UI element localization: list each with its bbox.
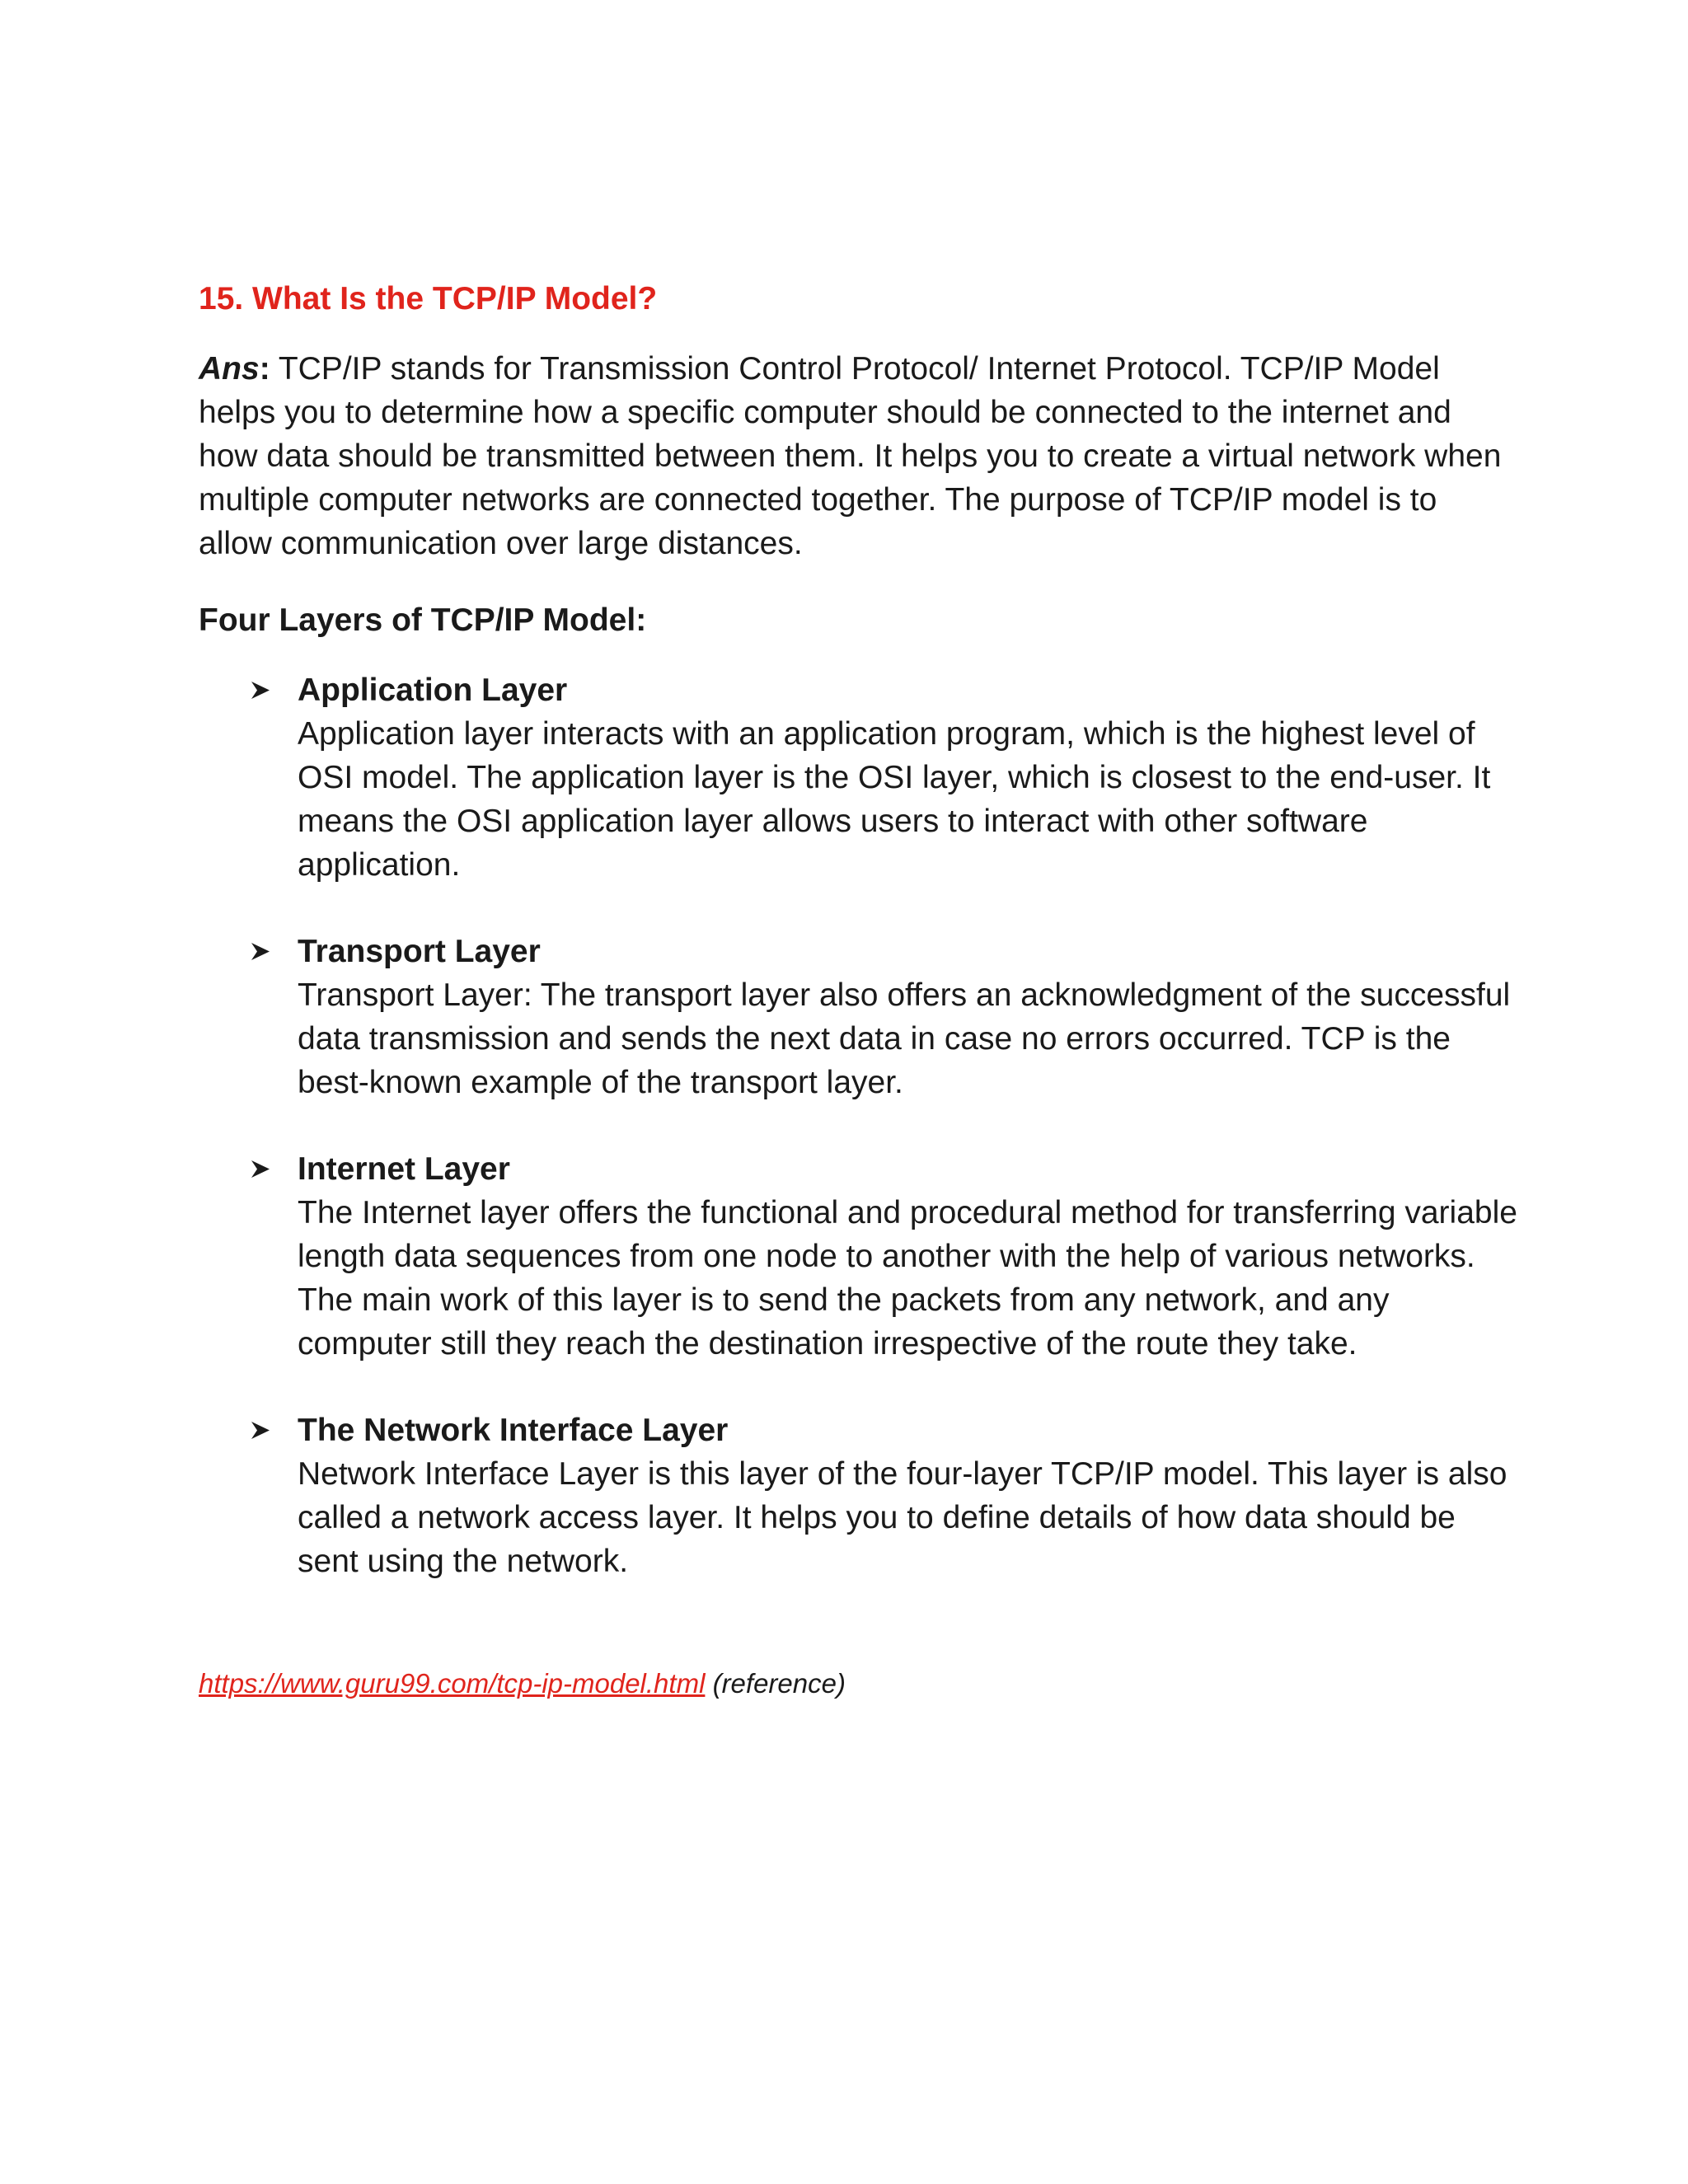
layer-description: The Internet layer offers the functional and procedural method for transferring variable length data sequences from one node to another with the help of various networks. The main work of this layer is to send the packets from any network, and any computer still they reach the destination irrespective of the route they take.: [298, 1195, 1517, 1361]
layer-description: Network Interface Layer is this layer of the four-layer TCP/IP model. This layer is also called a network access layer. It helps you to define details of how data should be sent using the network.: [298, 1456, 1507, 1579]
arrowhead-bullet-icon: [248, 668, 273, 712]
list-item-internet-layer: [199, 1147, 1517, 1366]
list-item-transport-layer: [199, 930, 1517, 1104]
list-item-application-layer: [199, 668, 1517, 887]
layer-title: The Network Interface Layer: [298, 1413, 729, 1448]
layer-title: Application Layer: [298, 673, 568, 708]
question-heading: 15. What Is the TCP/IP Model?: [199, 281, 658, 316]
document-content: [199, 276, 1517, 1729]
answer-paragraph: [199, 347, 1517, 565]
layer-description: Transport Layer: The transport layer also offers an acknowledgment of the successful data transmission and sends the next data in case no errors occurred. TCP is the best-known example of the transport layer.: [298, 977, 1511, 1100]
layer-description: Application layer interacts with an application program, which is the highest level of OSI model. The application layer is the OSI layer, which is closest to the end-user. It means the OSI application layer allows users to interact with other software application.: [298, 716, 1491, 883]
reference-line: [199, 1666, 1517, 1702]
list-item-network-interface-layer: [199, 1408, 1517, 1583]
arrowhead-bullet-icon: [248, 1408, 273, 1452]
answer-colon: :: [259, 351, 270, 387]
reference-link[interactable]: https://www.guru99.com/tcp-ip-model.html: [199, 1668, 706, 1699]
answer-label: Ans: [199, 351, 260, 387]
layer-title: Transport Layer: [298, 934, 541, 969]
layers-list: [199, 668, 1517, 1583]
reference-note: (reference): [705, 1668, 846, 1699]
arrowhead-bullet-icon: [248, 1147, 273, 1191]
arrowhead-bullet-icon: [248, 930, 273, 973]
layer-title: Internet Layer: [298, 1151, 510, 1187]
answer-text: TCP/IP stands for Transmission Control Protocol/ Internet Protocol. TCP/IP Model helps you to determine how a specific computer should be connected to the internet and how data should be transmitted between them. It helps you to create a virtual network when multiple computer networks are connected together. The purpose of TCP/IP model is to allow communication over large distances.: [199, 351, 1502, 561]
layers-heading: Four Layers of TCP/IP Model:: [199, 602, 647, 638]
